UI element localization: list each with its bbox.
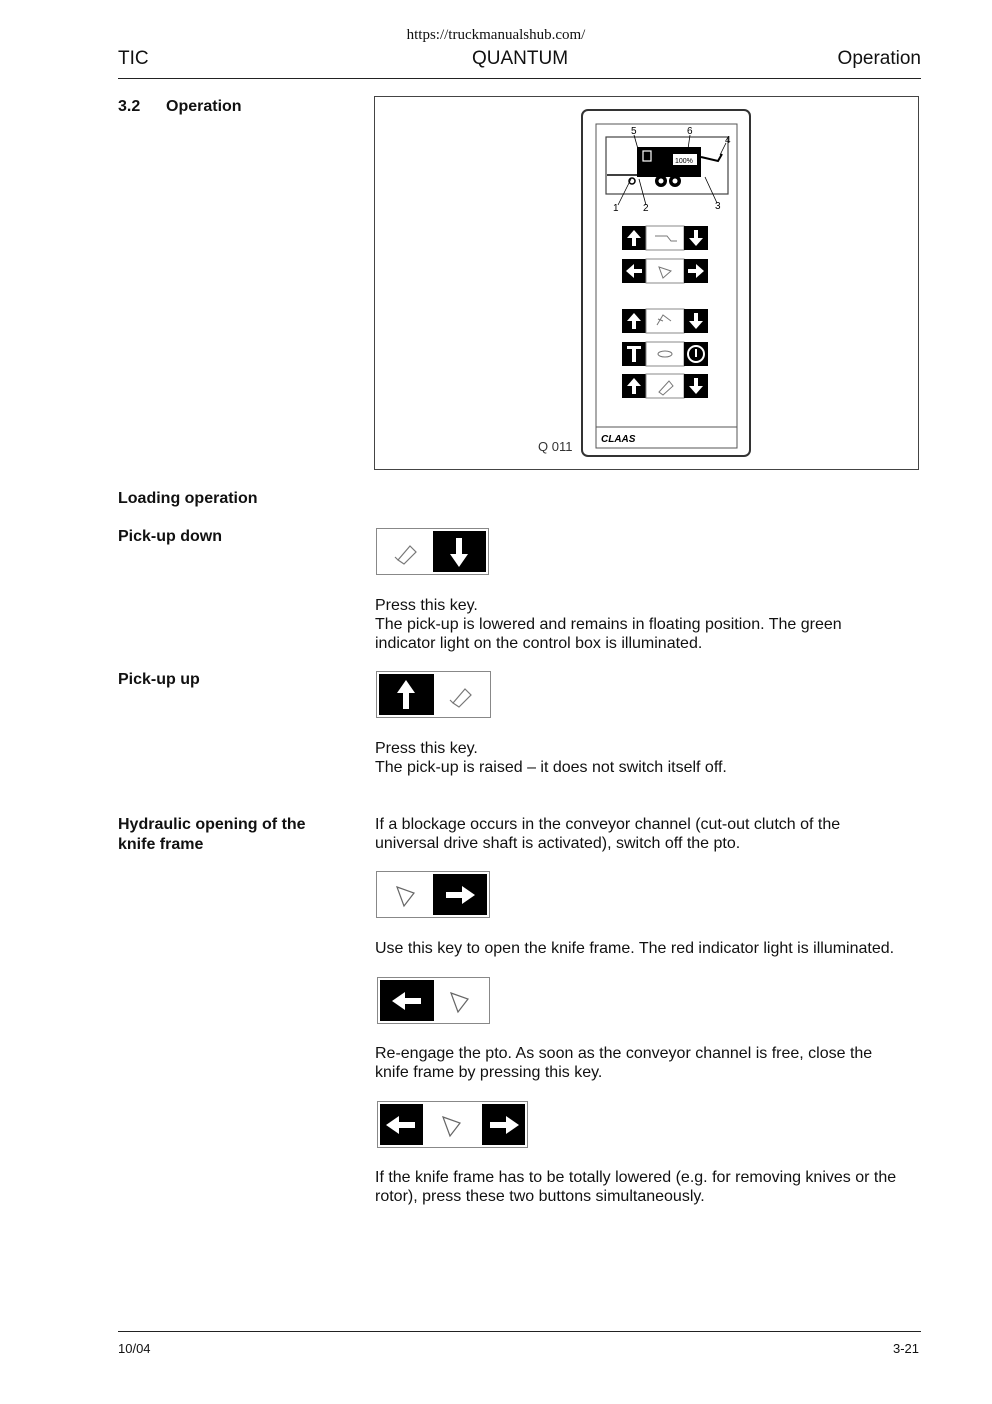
pickup-up-heading: Pick-up up	[118, 671, 200, 688]
hydraulic-p1-line1: If a blockage occurs in the conveyor channel (cut-out clutch of the	[375, 816, 841, 833]
knife-frame-close-key	[377, 977, 490, 1024]
pickup-up-line2: The pick-up is raised – it does not switch itself off.	[375, 759, 727, 776]
hydraulic-p3	[375, 1044, 872, 1082]
arrow-down-icon	[433, 531, 487, 572]
knife-frame-icon	[379, 874, 433, 915]
hydraulic-p2: Use this key to open the knife frame. The red indicator light is illuminated.	[375, 940, 895, 957]
header-right: Operation	[837, 48, 921, 69]
arrow-left-icon	[380, 1104, 423, 1145]
hydraulic-p3-line1: Re-engage the pto. As soon as the conveyor channel is free, close the	[375, 1045, 873, 1062]
control-box-illustration	[375, 97, 918, 469]
callout-1: 1	[613, 203, 619, 214]
header-rule	[118, 78, 921, 79]
display-percent: 100%	[675, 158, 693, 165]
callout-6: 6	[687, 126, 693, 137]
callout-5: 5	[631, 126, 637, 137]
arrow-up-icon	[379, 674, 434, 715]
knife-frame-open-key	[376, 871, 490, 918]
callout-3: 3	[715, 201, 721, 212]
pickup-up-key	[376, 671, 491, 718]
brand-logo: CLAAS	[601, 434, 636, 445]
figure-code: Q 011	[538, 439, 573, 454]
hydraulic-p1	[375, 815, 840, 853]
knife-frame-icon	[423, 1104, 483, 1145]
hydraulic-p1-line2: universal drive shaft is activated), switch off the pto.	[375, 835, 741, 852]
footer-rule	[118, 1331, 921, 1332]
loading-heading: Loading operation	[118, 490, 258, 507]
pickup-up-line1: Press this key.	[375, 740, 478, 757]
pickup-icon	[379, 531, 433, 572]
pickup-up-text	[375, 739, 727, 777]
arrow-right-icon	[482, 1104, 525, 1145]
pickup-down-line2: The pick-up is lowered and remains in floating position. The green	[375, 616, 842, 633]
hydraulic-p3-line2: knife frame by pressing this key.	[375, 1064, 603, 1081]
control-box-figure	[374, 96, 919, 470]
arrow-right-icon	[433, 874, 487, 915]
callout-4: 4	[725, 135, 731, 146]
hydraulic-heading-line2: knife frame	[118, 836, 204, 853]
page-number: 3-21	[892, 1341, 919, 1356]
pickup-down-heading: Pick-up down	[118, 528, 222, 545]
hydraulic-heading-line1: Hydraulic opening of the	[118, 816, 306, 833]
section-title: Operation	[166, 98, 242, 115]
pickup-down-key	[376, 528, 489, 575]
hydraulic-p4-line1: If the knife frame has to be totally lowered (e.g. for removing knives or the	[375, 1169, 897, 1186]
footer-date: 10/04	[118, 1341, 151, 1356]
pickup-down-text	[375, 596, 842, 653]
section-number: 3.2	[118, 98, 141, 115]
knife-frame-lower-keys	[377, 1101, 528, 1148]
arrow-left-icon	[380, 980, 434, 1021]
callout-2: 2	[643, 203, 649, 214]
hydraulic-p4-line2: rotor), press these two buttons simultaneously.	[375, 1188, 705, 1205]
header-left: TIC	[118, 48, 149, 69]
pickup-down-line1: Press this key.	[375, 597, 478, 614]
hydraulic-p4	[375, 1168, 896, 1206]
header-center: QUANTUM	[471, 48, 569, 69]
pickup-down-line3: indicator light on the control box is illuminated.	[375, 635, 703, 652]
hydraulic-heading	[118, 815, 306, 855]
knife-frame-icon	[434, 980, 488, 1021]
source-url: https://truckmanualshub.com/	[406, 27, 586, 43]
pickup-icon	[434, 674, 489, 715]
